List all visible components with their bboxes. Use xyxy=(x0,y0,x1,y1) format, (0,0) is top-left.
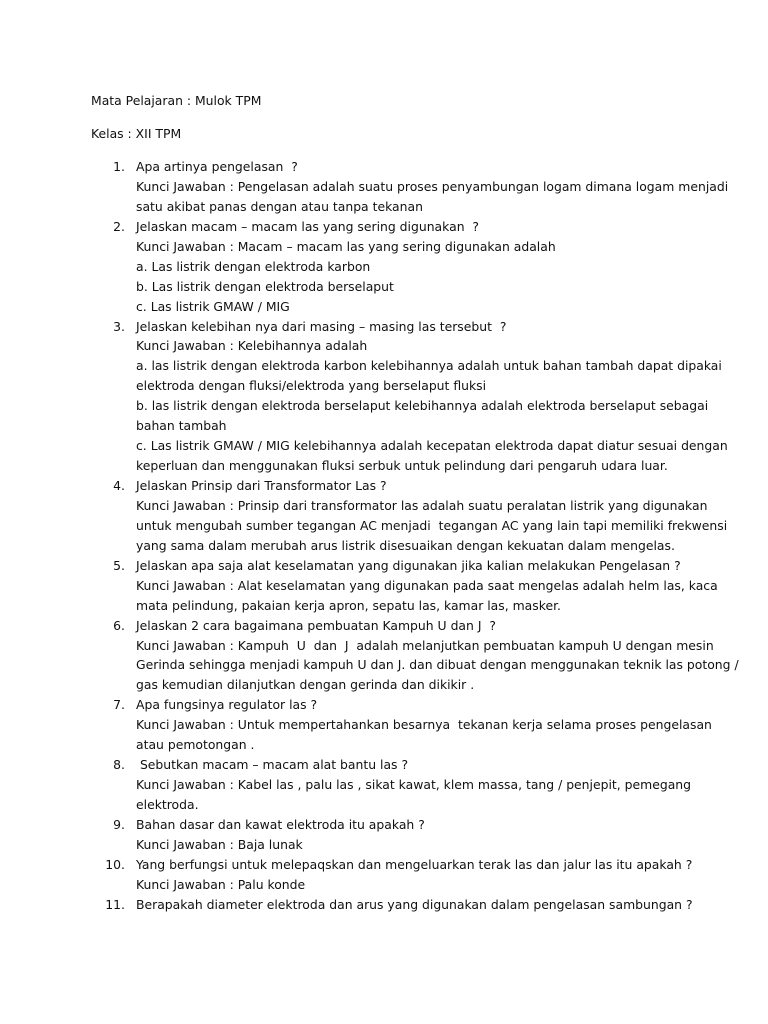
answer-text: Kunci Jawaban : Alat keselamatan yang digunakan pada saat mengelas adalah helm las, kaca xyxy=(136,577,718,593)
answer-line xyxy=(0,376,768,396)
question-label: Jelaskan kelebihan nya dari masing – masing las tersebut ? xyxy=(136,318,507,334)
answer-text: b. Las listrik dengan elektroda berselaput xyxy=(136,278,394,294)
question-text xyxy=(0,755,768,775)
class-line: Kelas : XII TPM xyxy=(91,126,182,141)
question-item xyxy=(0,755,768,815)
question-label: Jelaskan macam – macam las yang sering digunakan ? xyxy=(136,218,480,234)
answer-line xyxy=(0,875,768,895)
answer-text: elektroda. xyxy=(136,797,199,812)
answer-line xyxy=(0,496,768,516)
answer-line xyxy=(0,396,768,416)
question-item xyxy=(0,695,768,755)
answer-line xyxy=(0,416,768,436)
question-number: 4. xyxy=(113,478,125,493)
answer-text: Kunci Jawaban : Macam – macam las yang sering digunakan adalah xyxy=(136,238,556,254)
answer-text: mata pelindung, pakaian kerja apron, sepatu las, kamar las, masker. xyxy=(136,597,561,613)
question-label: Berapakah diameter elektroda dan arus yang digunakan dalam pengelasan sambungan ? xyxy=(136,896,693,912)
answer-line xyxy=(0,237,768,257)
answer-line xyxy=(0,516,768,536)
answer-line xyxy=(0,835,768,855)
answer-text: elektroda dengan fluksi/elektroda yang berselaput fluksi xyxy=(136,378,487,394)
answer-text: untuk mengubah sumber tegangan AC menjadi tegangan AC yang lain tapi memiliki frekwensi xyxy=(136,517,728,533)
answer-text: c. Las listrik GMAW / MIG xyxy=(136,298,290,314)
question-item xyxy=(0,476,768,556)
answer-text: Kunci Jawaban : Pengelasan adalah suatu proses penyambungan logam dimana logam menjadi xyxy=(136,178,729,194)
question-label: Yang berfungsi untuk melepaqskan dan mengeluarkan terak las dan jalur las itu apakah ? xyxy=(136,856,693,872)
answer-text: Kunci Jawaban : Kabel las , palu las , sikat kawat, klem massa, tang / penjepit, pemegang xyxy=(136,777,692,793)
answer-line xyxy=(0,456,768,476)
answer-text: b. las listrik dengan elektroda berselaput kelebihannya adalah elektroda berselaput sebagai xyxy=(136,398,709,414)
answer-line xyxy=(0,675,768,695)
question-text xyxy=(0,895,768,915)
question-text xyxy=(0,157,768,177)
answer-text: satu akibat panas dengan atau tanpa tekanan xyxy=(136,198,423,214)
answer-line xyxy=(0,735,768,755)
answer-text: yang sama dalam merubah arus listrik disesuaikan dengan kekuatan dalam mengelas. xyxy=(136,537,675,553)
question-number: 3. xyxy=(113,318,125,334)
question-number: 5. xyxy=(113,557,125,573)
question-list xyxy=(0,157,768,915)
question-item xyxy=(0,815,768,855)
question-number: 1. xyxy=(113,159,125,174)
question-label: Apa fungsinya regulator las ? xyxy=(136,697,318,713)
question-number: 8. xyxy=(113,757,125,773)
question-text xyxy=(0,616,768,636)
answer-line xyxy=(0,655,768,675)
answer-line xyxy=(0,576,768,596)
question-item xyxy=(0,895,768,915)
question-text xyxy=(0,815,768,835)
question-label: Jelaskan Prinsip dari Transformator Las ? xyxy=(136,478,387,493)
answer-line xyxy=(0,197,768,217)
question-item xyxy=(0,217,768,317)
answer-text: gas kemudian dilanjutkan dengan gerinda dan dikikir . xyxy=(136,677,475,693)
question-text xyxy=(0,217,768,237)
answer-line xyxy=(0,536,768,556)
answer-line xyxy=(0,775,768,795)
answer-text: Gerinda sehingga menjadi kampuh U dan J. dan dibuat dengan menggunakan teknik las potong / xyxy=(136,657,739,673)
question-number: 7. xyxy=(113,697,125,713)
question-text xyxy=(0,476,768,496)
question-label: Bahan dasar dan kawat elektroda itu apakah ? xyxy=(136,816,425,832)
question-text xyxy=(0,855,768,875)
question-number: 2. xyxy=(113,218,125,234)
question-label: Jelaskan 2 cara bagaimana pembuatan Kampuh U dan J ? xyxy=(136,617,496,633)
answer-line xyxy=(0,177,768,197)
answer-line xyxy=(0,336,768,356)
question-text xyxy=(0,695,768,715)
question-label: Jelaskan apa saja alat keselamatan yang digunakan jika kalian melakukan Pengelasan ? xyxy=(136,557,681,573)
answer-text: a. Las listrik dengan elektroda karbon xyxy=(136,258,371,274)
question-number: 10. xyxy=(105,856,125,872)
answer-text: Kunci Jawaban : Kelebihannya adalah xyxy=(136,338,368,354)
answer-text: keperluan dan menggunakan fluksi serbuk untuk pelindung dari pengaruh udara luar. xyxy=(136,458,668,474)
answer-line xyxy=(0,795,768,815)
answer-text: Kunci Jawaban : Prinsip dari transformator las adalah suatu peralatan listrik yang digunakan xyxy=(136,497,708,513)
answer-line xyxy=(0,636,768,656)
question-item xyxy=(0,556,768,616)
answer-text: Kunci Jawaban : Baja lunak xyxy=(136,836,303,852)
answer-line xyxy=(0,715,768,735)
answer-line xyxy=(0,297,768,317)
question-text xyxy=(0,556,768,576)
subject-line: Mata Pelajaran : Mulok TPM xyxy=(91,93,262,108)
answer-text: Kunci Jawaban : Untuk mempertahankan besarnya tekanan kerja selama proses pengelasan xyxy=(136,717,712,733)
question-item xyxy=(0,616,768,696)
answer-line xyxy=(0,277,768,297)
question-item xyxy=(0,157,768,217)
answer-line xyxy=(0,257,768,277)
answer-line xyxy=(0,436,768,456)
question-label: Apa artinya pengelasan ? xyxy=(136,159,298,174)
answer-text: c. Las listrik GMAW / MIG kelebihannya adalah kecepatan elektroda dapat diatur sesuai dengan xyxy=(136,438,728,454)
question-number: 9. xyxy=(113,816,125,832)
answer-text: a. las listrik dengan elektroda karbon kelebihannya adalah untuk bahan tambah dapat dipakai xyxy=(136,358,722,374)
question-label: Sebutkan macam – macam alat bantu las ? xyxy=(136,757,409,773)
question-item xyxy=(0,855,768,895)
answer-text: atau pemotongan . xyxy=(136,737,255,753)
question-item xyxy=(0,317,768,477)
question-number: 11. xyxy=(105,896,125,912)
answer-text: Kunci Jawaban : Kampuh U dan J adalah melanjutkan pembuatan kampuh U dengan mesin xyxy=(136,637,714,653)
answer-text: Kunci Jawaban : Palu konde xyxy=(136,876,306,892)
answer-line xyxy=(0,356,768,376)
answer-text: bahan tambah xyxy=(136,418,227,434)
question-text xyxy=(0,317,768,337)
question-number: 6. xyxy=(113,617,125,633)
answer-line xyxy=(0,596,768,616)
